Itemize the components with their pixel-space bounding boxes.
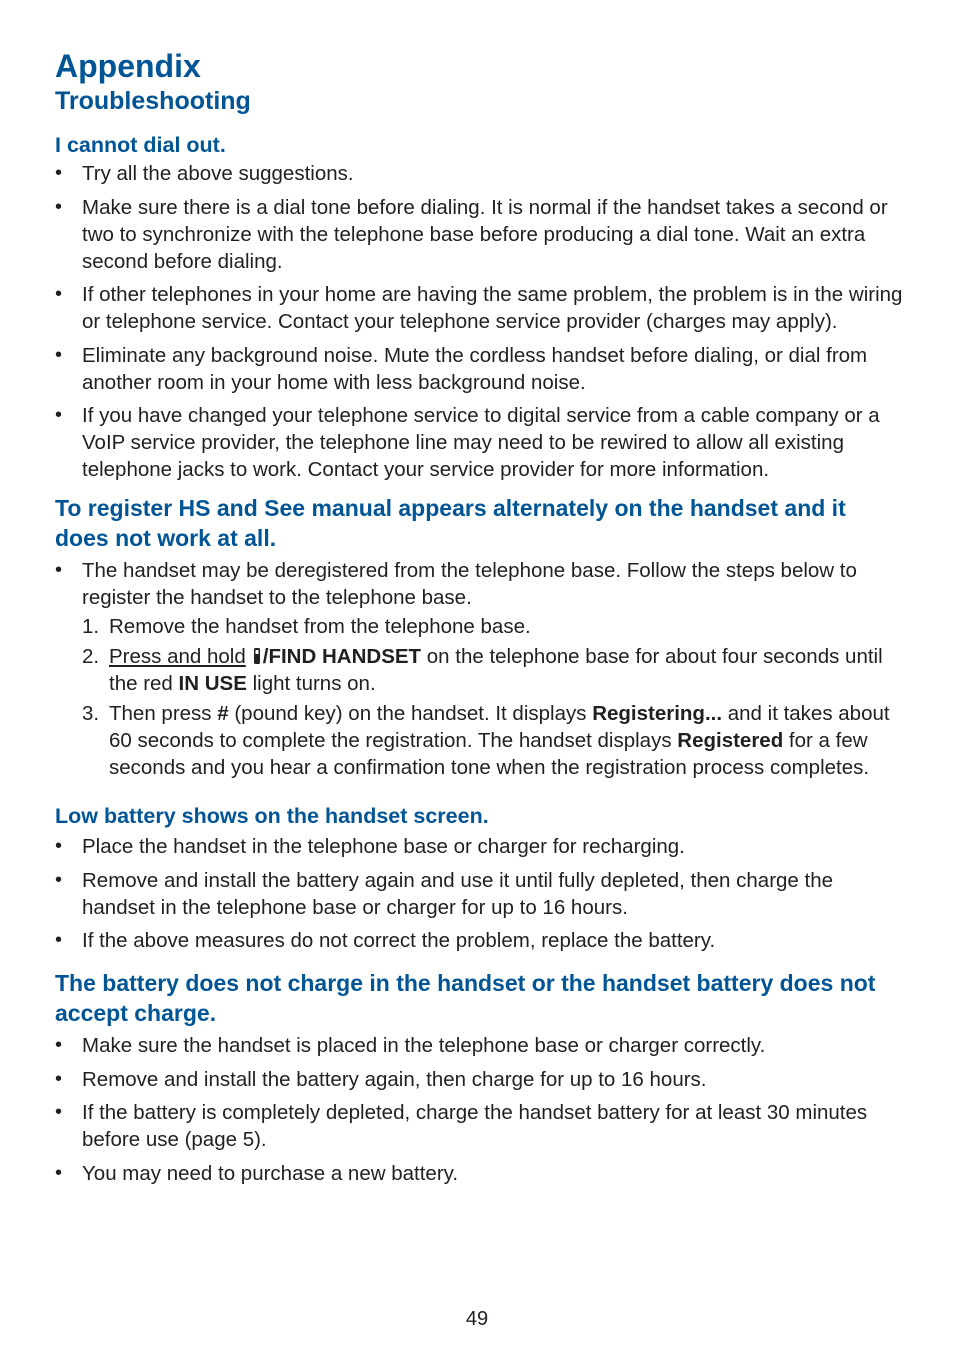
list-item: • Remove and install the battery again and use it until fully depleted, then charge the handset in the telephone base or charger for up to 16 hours.	[55, 867, 905, 921]
heading-battery-not-charge: The battery does not charge in the handset or the handset battery does not accept charge.	[55, 970, 876, 1026]
list-item: • Place the handset in the telephone base or charger for recharging.	[55, 833, 905, 860]
step-number: 1.	[82, 615, 100, 638]
registered-display: Registered	[677, 729, 784, 752]
list-item: • Remove and install the battery again, then charge for up to 16 hours.	[55, 1066, 905, 1093]
register-steps	[55, 613, 905, 781]
section-title: Troubleshooting	[55, 87, 251, 115]
step-2	[82, 643, 905, 697]
step-text: for a few seconds and you hear a confirmation tone when the registration process completes.	[109, 729, 870, 779]
list-item: • The handset may be deregistered from the telephone base. Follow the steps below to register the handset to the telephone base.	[55, 557, 905, 611]
list-low-battery	[55, 833, 905, 954]
list-item: • Try all the above suggestions.	[55, 160, 905, 187]
find-handset-key: /FIND HANDSET	[262, 645, 422, 668]
heading-cannot-dial-out: I cannot dial out.	[55, 133, 226, 157]
list-item: • Make sure there is a dial tone before dialing. It is normal if the handset takes a second or two to synchronize with the telephone base before producing a dial tone. Wait an extra second before dialing.	[55, 194, 905, 275]
list-battery-not-charge	[55, 1032, 905, 1187]
list-cannot-dial-out	[55, 160, 905, 483]
list-item: • You may need to purchase a new battery.	[55, 1160, 905, 1187]
document-page	[55, 48, 905, 1193]
in-use-light: IN USE	[178, 672, 247, 695]
list-item: • If the above measures do not correct the problem, replace the battery.	[55, 927, 905, 954]
handset-icon	[252, 647, 262, 665]
step-text: Remove the handset from the telephone base.	[109, 615, 531, 638]
heading-low-battery: Low battery shows on the handset screen.	[55, 804, 489, 828]
list-item: • If you have changed your telephone service to digital service from a cable company or a VoIP service provider, the telephone line may need to be rewired to allow all existing telephone jacks to work. Contact your service provider for more information.	[55, 402, 905, 483]
list-item: • If other telephones in your home are having the same problem, the problem is in the wiring or telephone service. Contact your telephone service provider (charges may apply).	[55, 281, 905, 335]
step-text: Then press	[109, 702, 218, 725]
step-1	[82, 613, 905, 640]
registering-display: Registering...	[592, 702, 723, 725]
step-number: 3.	[82, 702, 100, 725]
list-item: • If the battery is completely depleted, charge the handset battery for at least 30 minutes before use (page 5).	[55, 1099, 905, 1153]
list-item: • Eliminate any background noise. Mute the cordless handset before dialing, or dial from another room in your home with less background noise.	[55, 342, 905, 396]
list-register-hs	[55, 557, 905, 611]
step-text: and it takes about 60 seconds to complete the registration. The handset displays	[109, 702, 890, 752]
heading-register-hs: To register HS and See manual appears alternately on the handset and it does not work at all.	[55, 495, 846, 551]
step-text: light turns on.	[246, 672, 376, 695]
page-number: 49	[465, 1308, 489, 1330]
appendix-title: Appendix	[55, 48, 201, 84]
step-3	[82, 700, 905, 781]
step-text: on the telephone base for about four seconds until the red	[109, 645, 883, 695]
list-item: • Make sure the handset is placed in the telephone base or charger correctly.	[55, 1032, 905, 1059]
press-and-hold-text: Press and hold	[109, 645, 246, 668]
pound-key: #	[217, 702, 229, 725]
step-text: (pound key) on the handset. It displays	[228, 702, 593, 725]
step-number: 2.	[82, 645, 100, 668]
